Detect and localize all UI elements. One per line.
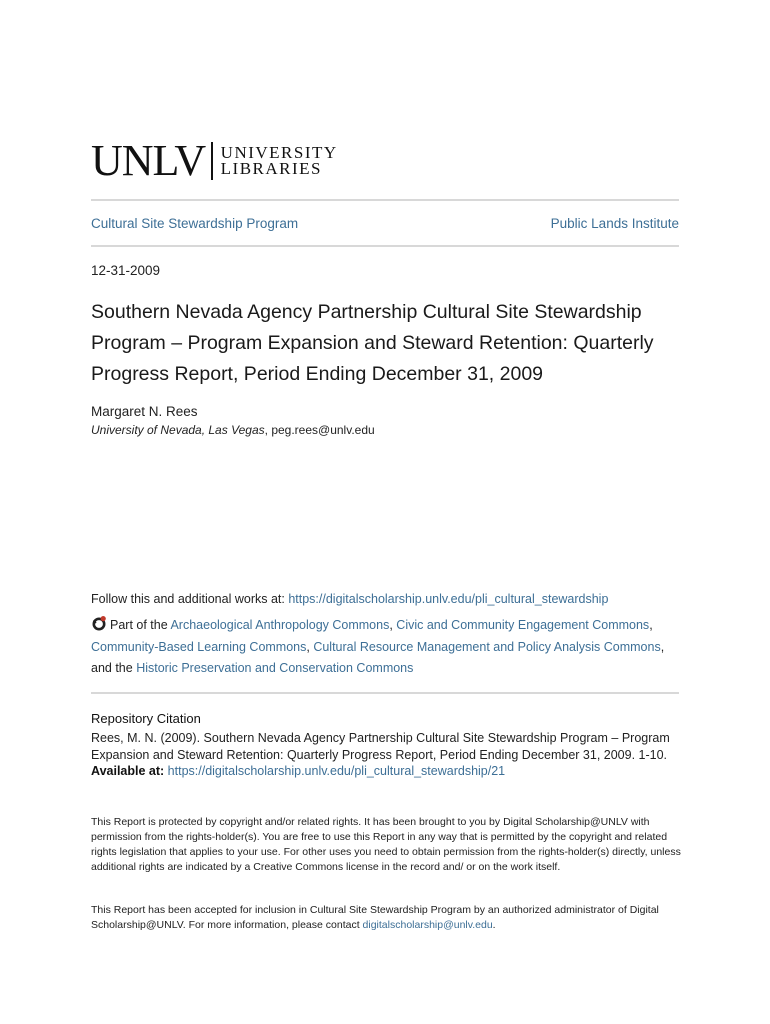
citation-text: Rees, M. N. (2009). Southern Nevada Agency Partnership Cultural Site Stewardship Program – Program Expansion and Steward Retention: Quarterly Progress Report, Period Ending December 31, 2009. 1-10.: [91, 731, 670, 762]
available-label: Available at:: [91, 764, 165, 778]
top-divider: [91, 199, 679, 201]
collection-url-link[interactable]: https://digitalscholarship.unlv.edu/pli_cultural_stewardship: [288, 592, 609, 606]
unlv-libraries-logo: [91, 136, 338, 185]
commons-link-historic-preservation[interactable]: Historic Preservation and Conservation Commons: [136, 661, 414, 675]
citation-divider: [91, 692, 679, 694]
institute-link[interactable]: Public Lands Institute: [550, 216, 679, 231]
follow-line: [91, 592, 608, 606]
publication-date: 12-31-2009: [91, 263, 161, 278]
program-link[interactable]: Cultural Site Stewardship Program: [91, 216, 299, 231]
author-affiliation: [91, 423, 375, 437]
citation-heading: Repository Citation: [91, 711, 201, 726]
document-title: Southern Nevada Agency Partnership Cultural Site Stewardship Program – Program Expansion and Steward Retention: Quarterly Progress Report, Period Ending December 31, 2009: [91, 301, 654, 385]
commons-separator: ,: [306, 639, 314, 654]
logo-line-libraries: LIBRARIES: [220, 159, 323, 178]
follow-prefix: Follow this and additional works at:: [91, 592, 289, 606]
commons-separator: ,: [660, 639, 665, 654]
acceptance-suffix: .: [492, 919, 496, 931]
contact-email-link[interactable]: digitalscholarship@unlv.edu: [362, 919, 493, 931]
commons-separator: ,: [389, 618, 397, 632]
commons-link-archaeological[interactable]: Archaeological Anthropology Commons: [170, 618, 390, 632]
author-name: Margaret N. Rees: [91, 404, 198, 419]
logo-words: [221, 145, 338, 177]
commons-separator: ,: [649, 618, 653, 632]
commons-link-cultural-resource[interactable]: Cultural Resource Management and Policy Analysis Commons: [313, 639, 661, 654]
commons-section: [91, 615, 681, 680]
citation-body: [91, 730, 681, 780]
author-email: , peg.rees@unlv.edu: [264, 423, 375, 437]
commons-prefix: Part of the: [110, 618, 171, 632]
logo-divider: [211, 142, 213, 180]
commons-and-the: and the: [91, 661, 137, 675]
logo-line-university: UNIVERSITY: [220, 143, 338, 162]
rights-statement: This Report is protected by copyright and/or related rights. It has been brought to you by Digital Scholarship@UNLV with permission from the rights-holder(s). You are free to use this Report in any way that is permitted by the copyright and related rights legislation that applies to your use. For other uses you need to obtain permission from the rights-holder(s) directly, unless additional rights are indicated by a Creative Commons license in the record and/ or on the work itself.: [91, 816, 681, 873]
citation-url-link[interactable]: https://digitalscholarship.unlv.edu/pli_cultural_stewardship/21: [167, 764, 506, 778]
commons-link-community-learning[interactable]: Community-Based Learning Commons: [91, 639, 307, 654]
logo-mark: UNLV: [91, 136, 206, 185]
acceptance-statement: [91, 903, 681, 933]
commons-link-civic[interactable]: Civic and Community Engagement Commons: [396, 618, 650, 632]
network-commons-icon: [91, 615, 107, 631]
acceptance-text: This Report has been accepted for inclusion in Cultural Site Stewardship Program by an authorized administrator of Digital Scholarship@UNLV. For more information, please contact: [91, 904, 659, 931]
header-divider: [91, 245, 679, 247]
author-institution: University of Nevada, Las Vegas: [91, 423, 265, 437]
